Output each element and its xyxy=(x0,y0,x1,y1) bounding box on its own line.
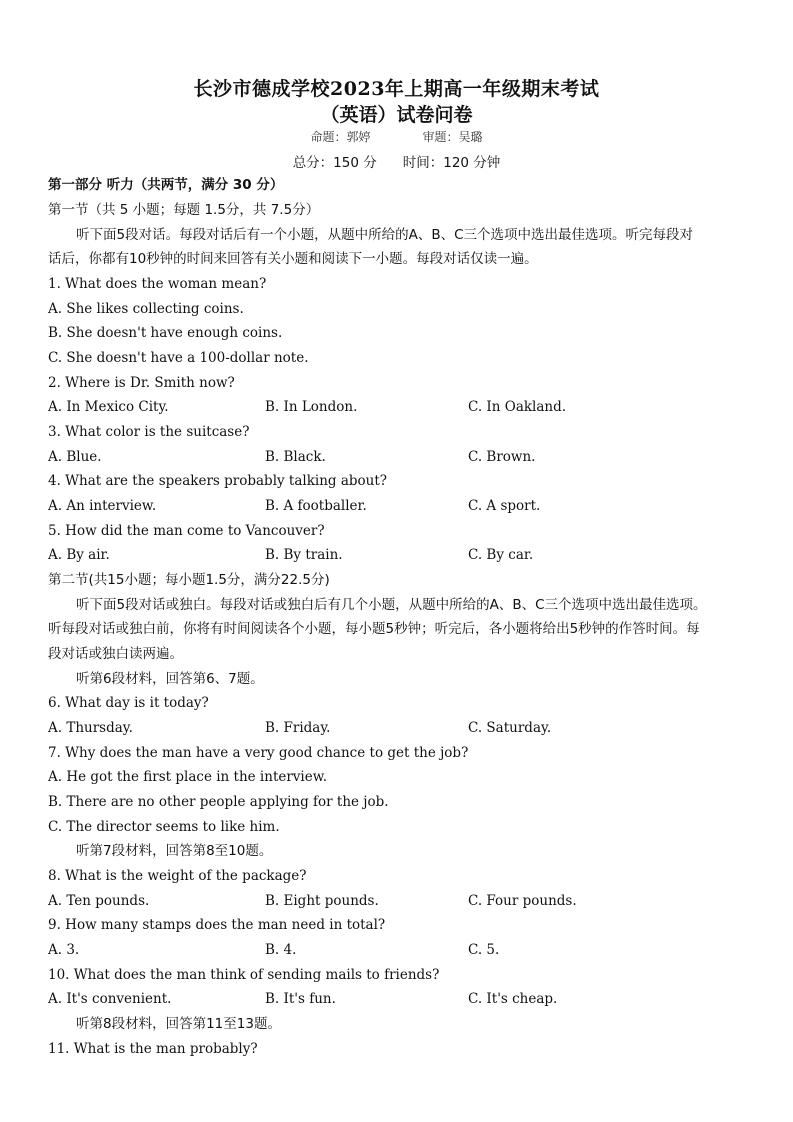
q1-option-b: B. She doesn't have enough coins. xyxy=(48,325,283,341)
q7-option-b: B. There are no other people applying for the job. xyxy=(48,794,389,810)
q8-option-b: B. Eight pounds. xyxy=(265,893,379,909)
q6-option-b: B. Friday. xyxy=(265,720,331,736)
q8-option-a: A. Ten pounds. xyxy=(48,893,150,909)
q2-option-a: A. In Mexico City. xyxy=(48,399,169,415)
q6-option-c: C. Saturday. xyxy=(468,720,552,736)
q7-option-c: C. The director seems to like him. xyxy=(48,819,280,835)
q1-option-c: C. She doesn't have a 100-dollar note. xyxy=(48,350,309,366)
q5-option-a: A. By air. xyxy=(48,547,110,563)
q4-option-c: C. A sport. xyxy=(468,498,541,514)
question-5: 5. How did the man come to Vancouver? xyxy=(48,523,325,539)
q9-option-a: A. 3. xyxy=(48,942,80,958)
author-line xyxy=(0,128,793,145)
part1-heading: 第一部分 听力（共两节，满分 30 分） xyxy=(48,177,284,193)
q10-option-b: B. It's fun. xyxy=(265,991,336,1007)
section2-instruction-2: 听每段对话或独白前，你将有时间阅读各个小题，每小题5秒钟；听完后，各小题将给出5秒钟的作答时间。每 xyxy=(48,621,700,637)
section1-instruction-2: 话后，你都有10秒钟的时间来回答有关小题和阅读下一小题。每段对话仅读一遍。 xyxy=(48,251,538,267)
material-6-note: 听第6段材料，回答第6、7题。 xyxy=(76,671,264,687)
material-7-note: 听第7段材料，回答第8至10题。 xyxy=(76,843,273,859)
question-7: 7. Why does the man have a very good chance to get the job? xyxy=(48,745,469,761)
question-2: 2. Where is Dr. Smith now? xyxy=(48,375,235,391)
question-4: 4. What are the speakers probably talking about? xyxy=(48,473,388,489)
q3-option-b: B. Black. xyxy=(265,449,326,465)
q7-option-a: A. He got the first place in the interview. xyxy=(48,769,327,785)
total-score: 总分：150 分 xyxy=(292,155,377,171)
question-11: 11. What is the man probably? xyxy=(48,1041,258,1057)
q9-option-c: C. 5. xyxy=(468,942,500,958)
q2-option-c: C. In Oakland. xyxy=(468,399,567,415)
exam-subtitle: （英语）试卷问卷 xyxy=(320,104,473,126)
q5-option-c: C. By car. xyxy=(468,547,534,563)
q4-option-a: A. An interview. xyxy=(48,498,157,514)
q2-option-b: B. In London. xyxy=(265,399,358,415)
q3-option-c: C. Brown. xyxy=(468,449,536,465)
question-8: 8. What is the weight of the package? xyxy=(48,868,307,884)
section2-instruction-1: 听下面5段对话或独白。每段对话或独白后有几个小题，从题中所给的A、B、C三个选项中选出最佳选项。 xyxy=(76,597,707,613)
q4-option-b: B. A footballer. xyxy=(265,498,367,514)
q9-option-b: B. 4. xyxy=(265,942,297,958)
section2-instruction-3: 段对话或独白读两遍。 xyxy=(48,646,183,662)
q10-option-c: C. It's cheap. xyxy=(468,991,558,1007)
question-9: 9. How many stamps does the man need in total? xyxy=(48,917,386,933)
q5-option-b: B. By train. xyxy=(265,547,343,563)
section1-instruction-1: 听下面5段对话。每段对话后有一个小题，从题中所给的A、B、C三个选项中选出最佳选项。听完每段对 xyxy=(76,227,694,243)
question-10: 10. What does the man think of sending mails to friends? xyxy=(48,967,440,983)
reviewer: 审题：吴璐 xyxy=(422,130,483,144)
material-8-note: 听第8段材料，回答第11至13题。 xyxy=(76,1016,281,1032)
section2-heading: 第二节(共15小题；每小题1.5分，满分22.5分) xyxy=(48,572,330,588)
question-6: 6. What day is it today? xyxy=(48,695,209,711)
question-3: 3. What color is the suitcase? xyxy=(48,424,250,440)
q10-option-a: A. It's convenient. xyxy=(48,991,172,1007)
q1-option-a: A. She likes collecting coins. xyxy=(48,301,244,317)
q8-option-c: C. Four pounds. xyxy=(468,893,577,909)
q6-option-a: A. Thursday. xyxy=(48,720,133,736)
section1-heading: 第一节（共 5 小题；每题 1.5分，共 7.5分） xyxy=(48,202,320,218)
score-time-line xyxy=(0,151,793,171)
question-1: 1. What does the woman mean? xyxy=(48,276,267,292)
exam-time: 时间：120 分钟 xyxy=(402,155,501,171)
exam-title: 长沙市德成学校2023年上期高一年级期末考试 xyxy=(193,78,600,100)
author: 命题：郭婷 xyxy=(310,130,371,144)
q3-option-a: A. Blue. xyxy=(48,449,102,465)
